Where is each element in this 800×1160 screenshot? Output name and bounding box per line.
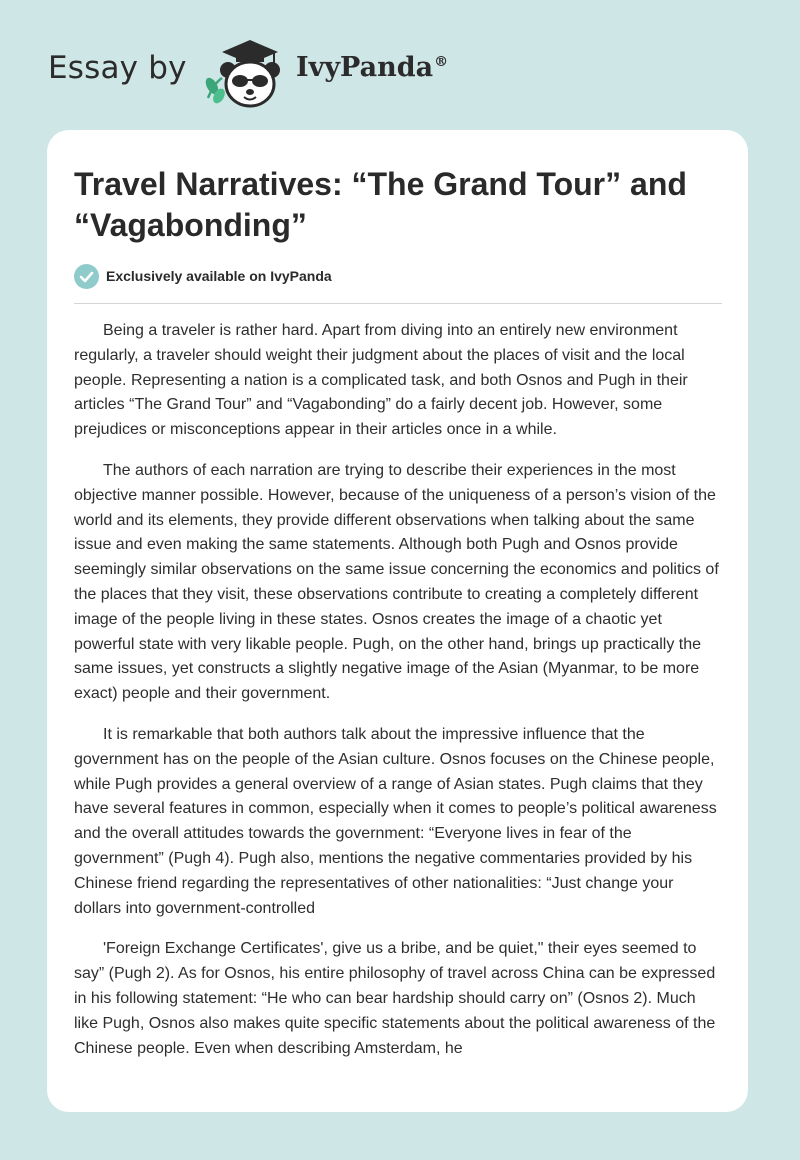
essay-by-label: Essay by [48,50,187,86]
check-circle-icon [74,264,99,289]
divider [74,303,722,304]
paragraph: It is remarkable that both authors talk about the impressive influence that the government has on the people of the Asian culture. Osnos focuses on the Chinese people, while Pugh provides a general overview of a range of Asian states. Pugh claims that they have several features in common, especially when it comes to people’s political awareness and the overall attitudes towards the government: “Everyone lives in fear of the government” (Pugh 4). Pugh also, mentions the negative commentaries provided by his Chinese friend regarding the representatives of other nationalities: “Just change your dollars into government-controlled [74,725,717,917]
site-header [48,32,748,112]
panda-logo-icon[interactable] [202,36,292,110]
essay-body [74,319,724,1077]
registered-mark: ® [434,54,449,70]
exclusive-badge [74,263,332,289]
essay-title: Travel Narratives: “The Grand Tour” and “Vagabonding” [74,166,687,243]
essay-card [47,130,748,1112]
exclusive-label: Exclusively available on IvyPanda [106,268,332,284]
paragraph: Being a traveler is rather hard. Apart from diving into an entirely new environment regularly, a traveler should weight their judgment about the places of visit and the local people. Representing a nation is a complicated task, and both Osnos and Pugh in their articles “The Grand Tour” and “Vagabonding” do a fairly decent job. However, some prejudices or misconceptions appear in their articles once in a while. [74,322,688,439]
paragraph: The authors of each narration are trying to describe their experiences in the most objective manner possible. However, because of the uniqueness of a person’s vision of the world and its elements, they provide different observations when talking about the same issue and even making the same statements. Although both Pugh and Osnos provide seemingly similar observations on the same issue concerning the economics and politics of the places that they visit, these observations contribute to creating a completely different image of the people living in these states. Osnos creates the image of a chaotic yet powerful state with very likable people. Pugh, on the other hand, brings up practically the same issues, yet constructs a slightly negative image of the Asian (Myanmar, to be more exact) people and their government. [74,461,719,703]
paragraph: 'Foreign Exchange Certificates', give us a bribe, and be quiet," their eyes seemed to say” (Pugh 2). As for Osnos, his entire philosophy of travel across China can be expressed in his following statement: “He who can bear hardship should carry on” (Osnos 2). Much like Pugh, Osnos also makes quite specific statements about the political awareness of the Chinese people. Even when describing Amsterdam, he [74,940,716,1057]
brand-name[interactable]: IvyPanda® [296,52,449,83]
